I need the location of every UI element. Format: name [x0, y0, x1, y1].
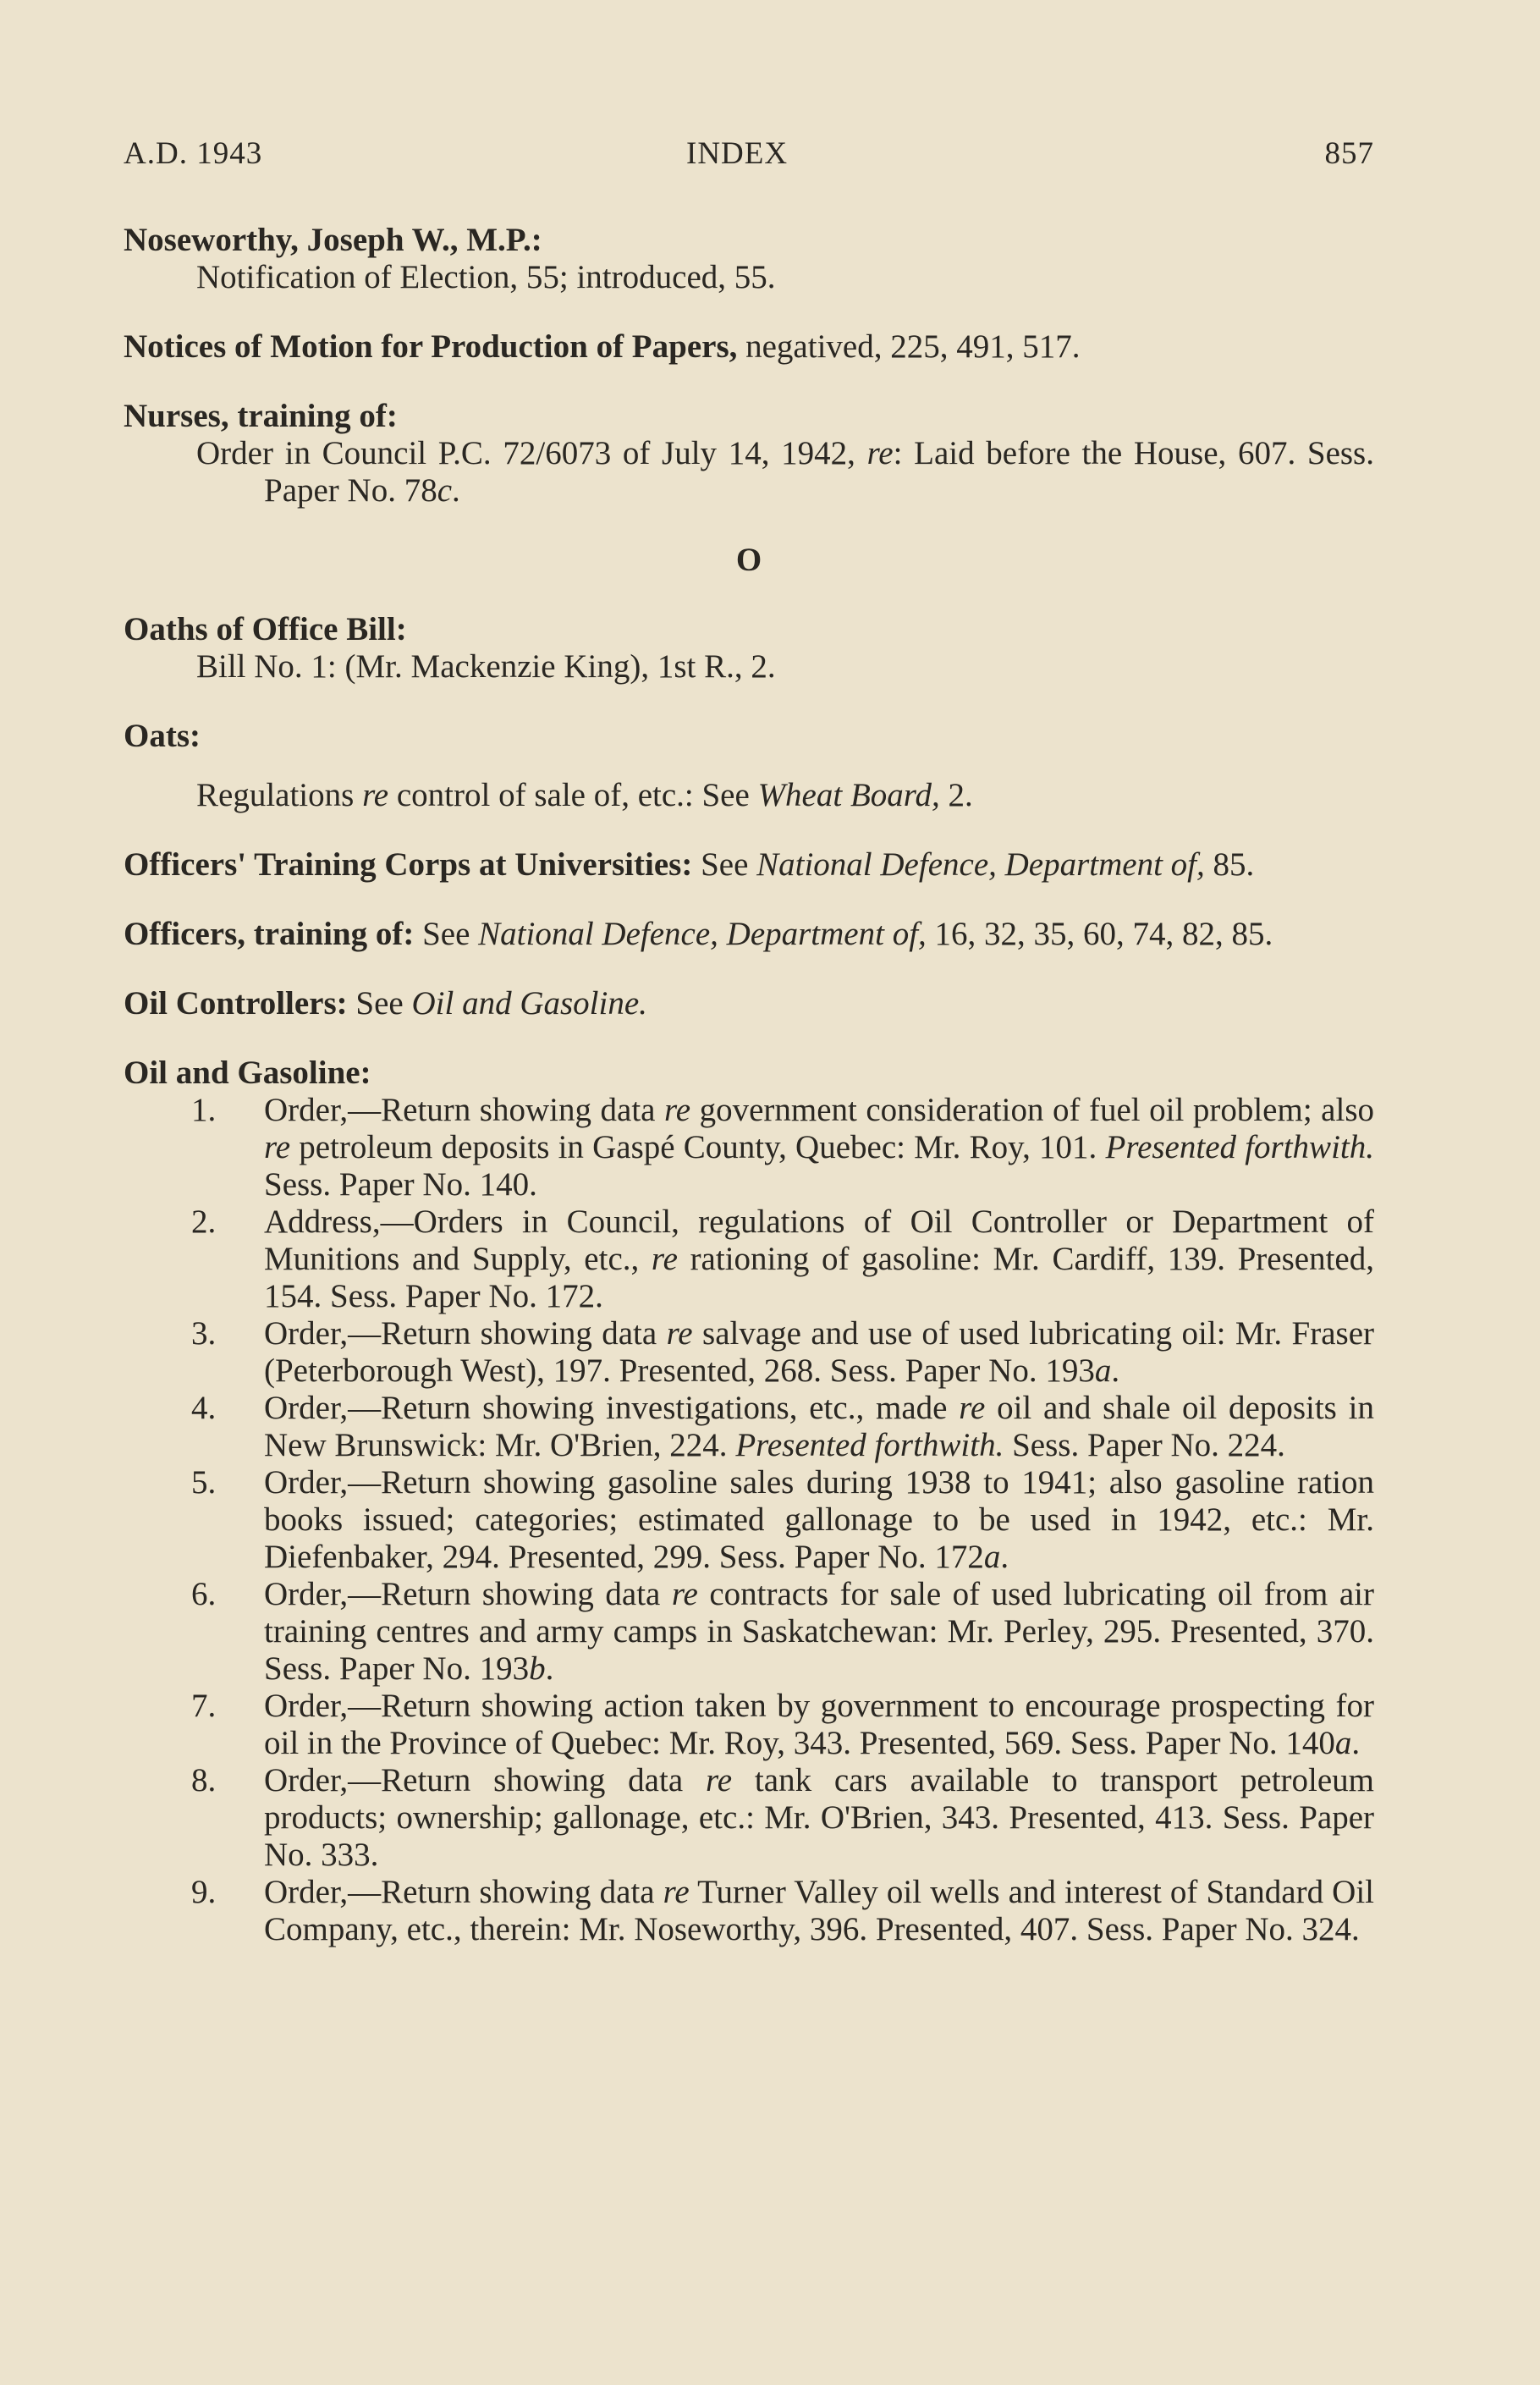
item-number: 3.	[191, 1315, 217, 1352]
entry-nurses	[124, 398, 1374, 509]
item-number: 5.	[191, 1464, 217, 1501]
italic-re: re	[651, 1241, 678, 1277]
list-item	[124, 1315, 1374, 1390]
oil-gasoline-list	[124, 1092, 1374, 1948]
text-segment: See	[692, 846, 757, 883]
item-number: 4.	[191, 1390, 217, 1426]
list-item	[124, 1464, 1374, 1576]
italic-re: re	[663, 1874, 690, 1910]
entry-text	[124, 777, 1374, 814]
entry-heading: Oats:	[124, 718, 201, 754]
italic-re: re	[671, 1576, 698, 1612]
text-segment: See	[414, 916, 479, 952]
item-number: 1.	[191, 1092, 217, 1128]
text-segment: Sess. Paper No. 140.	[264, 1166, 537, 1203]
text-segment: 2.	[939, 777, 973, 813]
list-item	[124, 1762, 1374, 1874]
text-segment: Order,—Return showing gasoline sales during 1938 to 1941; also gasoline ration books issued; categories; estimated gallonage to be used in 1942, etc.: Mr. Diefenbaker, 294. Presented, 299. Sess. Paper No. 172	[264, 1464, 1374, 1575]
text-segment: Sess. Paper No. 224.	[1004, 1427, 1285, 1463]
entry-text: Notification of Election, 55; introduced, 55.	[196, 259, 776, 295]
italic-re: re	[866, 435, 894, 471]
list-item	[124, 1390, 1374, 1464]
entry-heading: Noseworthy, Joseph W., M.P.:	[124, 222, 542, 258]
list-item	[124, 1204, 1374, 1315]
italic-re: re	[264, 1129, 291, 1165]
entry-heading: Officers, training of:	[124, 916, 415, 952]
text-segment: rationing of gasoline: Mr. Cardiff, 139. Presented, 154. Sess. Paper No. 172.	[264, 1241, 1374, 1314]
item-number: 2.	[191, 1204, 217, 1240]
entry-heading: Notices of Motion for Production of Papers,	[124, 328, 738, 365]
list-item	[124, 1688, 1374, 1762]
text-segment: control of sale of, etc.: See	[388, 777, 758, 813]
text-segment: Address,—Orders in Council, regulations of Oil Controller or Department of Munitions and Supply, etc.,	[264, 1204, 1374, 1277]
text-segment: Order,—Return showing data	[264, 1092, 664, 1128]
text-segment: : Laid before the House, 607. Sess. Paper No. 78	[264, 435, 1374, 509]
cross-reference: Oil and Gasoline.	[411, 985, 647, 1022]
text-segment: government consideration of fuel oil problem; also	[690, 1092, 1375, 1128]
entry-officers-corps	[124, 846, 1374, 884]
running-head-title: INDEX	[686, 136, 789, 171]
running-head-year: A.D. 1943	[124, 136, 263, 171]
entry-heading: Nurses, training of:	[124, 398, 398, 434]
entry-oil-gasoline	[124, 1055, 1374, 1948]
text-segment: Order,—Return showing action taken by government to encourage prospecting for oil in the Province of Quebec: Mr. Roy, 343. Presented, 569. Sess. Paper No. 140	[264, 1688, 1374, 1761]
italic-suffix: a	[1094, 1352, 1112, 1389]
list-item	[124, 1576, 1374, 1688]
entry-noseworthy	[124, 222, 1374, 296]
text-segment: Regulations	[196, 777, 363, 813]
cross-reference: National Defence, Department of,	[756, 846, 1205, 883]
item-number: 7.	[191, 1688, 217, 1724]
page-number: 857	[1324, 136, 1374, 171]
text-segment: Order in Council P.C. 72/6073 of July 14, 1942,	[196, 435, 867, 471]
text-segment: 16, 32, 35, 60, 74, 82, 85.	[926, 916, 1273, 952]
entry-notices	[124, 328, 1374, 366]
index-content	[124, 222, 1374, 1980]
entry-heading: Oaths of Office Bill:	[124, 611, 407, 647]
italic-suffix: a	[1334, 1725, 1352, 1761]
text-segment: 85.	[1204, 846, 1255, 883]
running-head	[124, 135, 1374, 173]
entry-heading: Oil and Gasoline:	[124, 1055, 371, 1091]
cross-reference: National Defence, Department of,	[478, 916, 927, 952]
text-segment: oil and shale oil deposits in New Brunswick: Mr. O'Brien, 224.	[264, 1390, 1374, 1463]
text-segment: .	[1111, 1352, 1120, 1389]
entry-heading: Oil Controllers:	[124, 985, 348, 1022]
text-segment: Turner Valley oil wells and interest of Standard Oil Company, etc., therein: Mr. Noseworthy, 396. Presented, 407. Sess. Paper No. 324.	[264, 1874, 1374, 1947]
text-segment: Order,—Return showing investigations, etc., made	[264, 1390, 960, 1426]
italic-suffix: b	[529, 1650, 546, 1687]
italic-re: re	[664, 1092, 691, 1128]
text-segment: salvage and use of used lubricating oil: Mr. Fraser (Peterborough West), 197. Presented, 268. Sess. Paper No. 193	[264, 1315, 1374, 1389]
italic-suffix: a	[983, 1539, 1001, 1575]
italic-re: re	[666, 1315, 693, 1352]
text-segment: .	[545, 1650, 554, 1687]
text-segment: contracts for sale of used lubricating oil from air training centres and army camps in Saskatchewan: Mr. Perley, 295. Presented, 370. Sess. Paper No. 193	[264, 1576, 1374, 1687]
list-item	[124, 1092, 1374, 1204]
italic-re: re	[362, 777, 389, 813]
entry-oil-controllers	[124, 985, 1374, 1022]
entry-text: negatived, 225, 491, 517.	[737, 328, 1081, 365]
text-segment: petroleum deposits in Gaspé County, Quebec: Mr. Roy, 101.	[290, 1129, 1106, 1165]
list-item	[124, 1874, 1374, 1948]
entry-officers-training	[124, 916, 1374, 953]
text-segment: Order,—Return showing data	[264, 1315, 667, 1352]
entry-text: Bill No. 1: (Mr. Mackenzie King), 1st R., 2.	[196, 648, 776, 685]
entry-heading: Officers' Training Corps at Universities:	[124, 846, 693, 883]
italic-re: re	[959, 1390, 986, 1426]
italic-presented: Presented forthwith.	[735, 1427, 1004, 1463]
text-segment: .	[452, 472, 460, 509]
item-number: 6.	[191, 1576, 217, 1612]
text-segment: .	[1351, 1725, 1361, 1761]
text-segment: .	[1000, 1539, 1009, 1575]
text-segment: See	[347, 985, 412, 1022]
item-number: 8.	[191, 1762, 217, 1798]
entry-oats	[124, 718, 1374, 814]
italic-suffix: c	[437, 472, 453, 509]
text-segment: Order,—Return showing data	[264, 1762, 707, 1798]
text-segment: Order,—Return showing data	[264, 1874, 663, 1910]
text-segment: Order,—Return showing data	[264, 1576, 672, 1612]
italic-re: re	[706, 1762, 733, 1798]
text-segment: tank cars available to transport petroleum products; ownership; gallonage, etc.: Mr. O'Brien, 343. Presented, 413. Sess. Paper No. 333.	[264, 1762, 1374, 1873]
italic-presented: Presented forthwith.	[1105, 1129, 1374, 1165]
item-number: 9.	[191, 1874, 217, 1910]
cross-reference: Wheat Board,	[757, 777, 940, 813]
entry-text	[124, 435, 1374, 509]
entry-oaths	[124, 611, 1374, 686]
section-letter: O	[735, 542, 762, 578]
